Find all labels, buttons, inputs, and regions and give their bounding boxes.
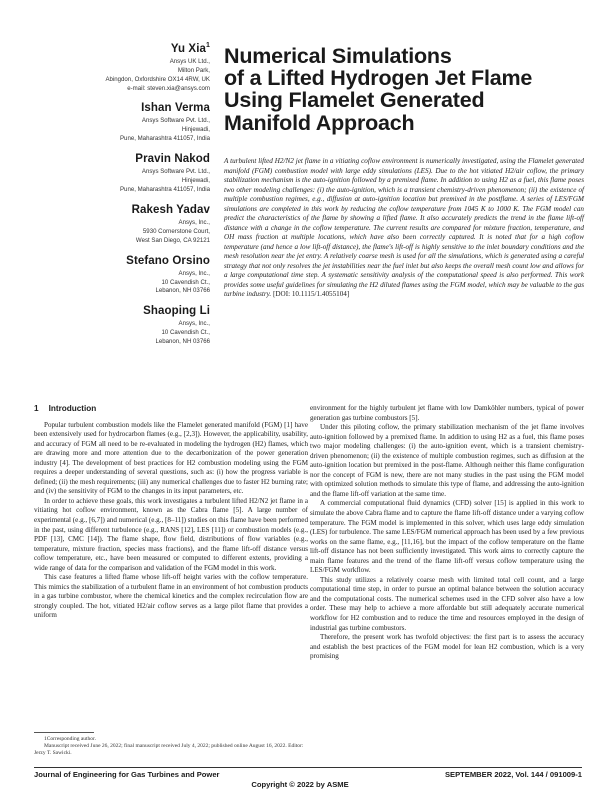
footnote [34, 732, 308, 758]
author-affiliation: Ansys, Inc., 10 Cavendish Ct., Lebanon, NH 03766 [155, 269, 210, 295]
author-block [12, 42, 210, 93]
author-affiliation: Ansys Software Pvt. Ltd., Hinjewadi, Pune, Maharashtra 411057, India [119, 117, 210, 143]
author-block [12, 305, 210, 347]
author-affiliation: Ansys, Inc., 10 Cavendish Ct., Lebanon, NH 03766 [155, 320, 210, 346]
corresponding-mark: 1 [206, 42, 210, 49]
paragraph: Therefore, the present work has twofold objectives: the first part is to assess the accuracy and establish the best practices of the FGM model for lean H2 combustion, which is a very promising [310, 633, 584, 661]
body-column-right [310, 404, 584, 662]
paragraph: A commercial computational fluid dynamics (CFD) solver [15] is applied in this work to simulate the above Cabra flame and to capture the flame lift-off distance under a varying coflow temperature. The FGM model is implemented in this solver, which uses large eddy simulation (LES) for turbulence. The same LES/FGM numerical approach has been used by a few previous works on the same flame, e.g., [11,16], but the impact of the coflow temperature on the flame lift-off distance has not been sufficiently investigated. This work aims to correctly capture the main flame features and the trend of the flame lift-off versus coflow temperature using the LES/FGM workflow. [310, 499, 584, 575]
abstract [224, 157, 584, 300]
footnote-manuscript: Manuscript received June 26, 2022; final manuscript received July 4, 2022; published online August 16, 2022. Editor: Jerzy T. Sawicki. [34, 743, 304, 757]
paragraph: In order to achieve these goals, this work investigates a turbulent lifted H2/N2 jet flame in a vitiating hot coflow environment, known as the Cabra flame [5]. A large number of experimental (e.g., [6,7]) and numerical (e.g., [8–11]) studies on this flame have been performed in the past, using different turbulence (e.g., RANS [12], LES [11]) or combustion models (e.g., PDF [13], CMC [14]). The flame shape, flow field, distributions of flow variables (e.g., temperature, mixture fraction, species mass fractions), and the flame lift-off distance versus coflow temperature, etc., have been measured or computed to different extents, providing a wide range of data for the comparison and validation of the FGM model in this work. [34, 496, 308, 572]
author-name: Rakesh Yadav [131, 203, 210, 216]
doi-link[interactable]: [DOI: 10.1115/1.4055104] [273, 290, 350, 298]
footnote-rule [34, 732, 94, 733]
body-column-left [34, 404, 308, 621]
author-affiliation: Ansys UK Ltd., Milton Park, Abingdon, Oxfordshire OX14 4RW, UK e-mail: steven.xia@ansys.com [12, 58, 210, 94]
paragraph: Popular turbulent combustion models like the Flamelet generated manifold (FGM) [1] have been extensively used for hydrocarbon flames (e.g., [2,3]). However, the applicability, usability, and accuracy of FGM all need to be re-evaluated in modeling the hydrogen (H2) flames, which are drawing more and more attention due to the decarbonization of the power generation industry [4]. The development of best practices for H2 combustion modeling using the FGM requires a deeper understanding of several questions, such as: (i) how the progress variable is defined; (ii) the mesh requirements; (iii) any numerical challenges due to faster H2 burning rate; and (iv) the sensitivity of FGM to the changes in its input parameters, etc. [34, 420, 308, 496]
author-name: Shaoping Li [143, 305, 210, 318]
author-email[interactable]: e-mail: steven.xia@ansys.com [127, 84, 210, 92]
paper-title: Numerical Simulations of a Lifted Hydrogen Jet Flame Using Flamelet Generated Manifold Approach [224, 44, 533, 135]
journal-name: Journal of Engineering for Gas Turbines and Power [34, 770, 220, 779]
author-name: Stefano Orsino [126, 254, 210, 267]
author-block [12, 102, 210, 144]
footnote-corresponding: 1Corresponding author. [44, 736, 96, 742]
author-affiliation: Ansys, Inc., 5930 Cornerstone Court, West San Diego, CA 92121 [135, 218, 210, 244]
author-affiliation: Ansys Software Pvt. Ltd., Hinjewadi, Pune, Maharashtra 411057, India [119, 168, 210, 193]
author-name: Ishan Verma [141, 102, 210, 115]
paragraph: Under this piloting coflow, the primary stabilization mechanism of the jet flame involves auto-ignition followed by a premixed flame. In addition to using H2 as a fuel, this flame poses two major modeling challenges: (i) the auto-ignition event, which is a transient chemistry-driven phenomenon; (ii) the existence of multiple combustion regimes, such as diffusion at the auto-ignition location but premixed in the post-flame. Although neither this flame configuration nor the concept of FGM is new, there are not many studies in the past using the FGM model with optimized solution methods to simulate this type of flame, and addressing the auto-ignition and the flame lift-off variation at the same time. [310, 423, 584, 498]
author-block [12, 204, 210, 246]
section-title: Introduction [48, 404, 97, 413]
paragraph: This study utilizes a relatively coarse mesh with limited total cell count, and a large computational time step, in order to pursue an optimal balance between the solution accuracy and the computational costs. The numerical schemes used in the CFD solver also have a low order. These may help to achieve a more affordable but still adequately accurate numerical workflow for H2 combustion and to reduce the time and resources employed in the design of industrial gas turbine combustors. [310, 575, 584, 632]
section-number: 1 [34, 404, 39, 413]
copyright: Copyright © 2022 by ASME [251, 780, 349, 789]
author-list [12, 42, 210, 356]
author-name: Yu Xia$^1$ [170, 42, 210, 55]
paragraph: environment for the highly turbulent jet flame with low Damköhler numbers, typical of power generation gas turbine combustors [5]. [310, 404, 584, 422]
abstract-text: A turbulent lifted H2/N2 jet flame in a vitiating coflow environment is numerically investigated, using the Flamelet generated manifold (FGM) combustion model with large eddy simulations (LES). Due to the hot vitiated H2/air coflow, the primary stabilization mechanism is the auto-ignition followed by a premixed flame. In addition to using H2 as a fuel, this flame poses two other modeling challenges: (i) the auto-ignition, which is a transient chemistry-driven phenomenon; (ii) the existence of multiple combustion regimes, e.g., diffusion at auto-ignition location but premixed in the postflame. A series of LES/FGM simulations are completed in this work by reducing the coflow temperature from 1045 K to 1000 K. The FGM model can predict the characteristics of the flame by showing a lifted flame. It also accurately predicts the trend in the flame lift-off distance with a change in the coflow temperature. The current results are compared for mixture fraction, temperature, and OH mass fraction at multiple locations, which have also been correctly captured. It is noted that for a high coflow temperature (and hence a low lift-off distance), the flame's lift-off is highly sensitive to the inlet boundary conditions and the mesh resolution near the jet entry. A relatively coarse mesh is used for all the simulations, which is generated using a careful strategy that not only resolves the jet instabilities near the fuel inlet but also keeps the overall mesh count low and allows for a large computational time step. A systematic sensitivity analysis of the computational speed is also performed. This work provides some useful guidelines for simulating the H2 diluted flames using the FGM model, which may be valuable to the gas turbine industry. [224, 157, 584, 298]
issue-info: SEPTEMBER 2022, Vol. 144 / 091009-1 [444, 770, 582, 779]
paragraph: This case features a lifted flame whose lift-off height varies with the coflow temperature. This mimics the stabilization of a turbulent flame in an environment of hot combustion products in a gas turbine combustor, where the chemical kinetics and the complex recirculation flow are strongly coupled. The hot, vitiated H2/air coflow serves as a large pilot flame that provides a uniform [34, 573, 308, 620]
section-heading [34, 404, 308, 414]
author-name: Pravin Nakod [135, 153, 210, 166]
author-block [12, 153, 210, 195]
author-block [12, 255, 210, 297]
footer-divider [34, 767, 582, 768]
